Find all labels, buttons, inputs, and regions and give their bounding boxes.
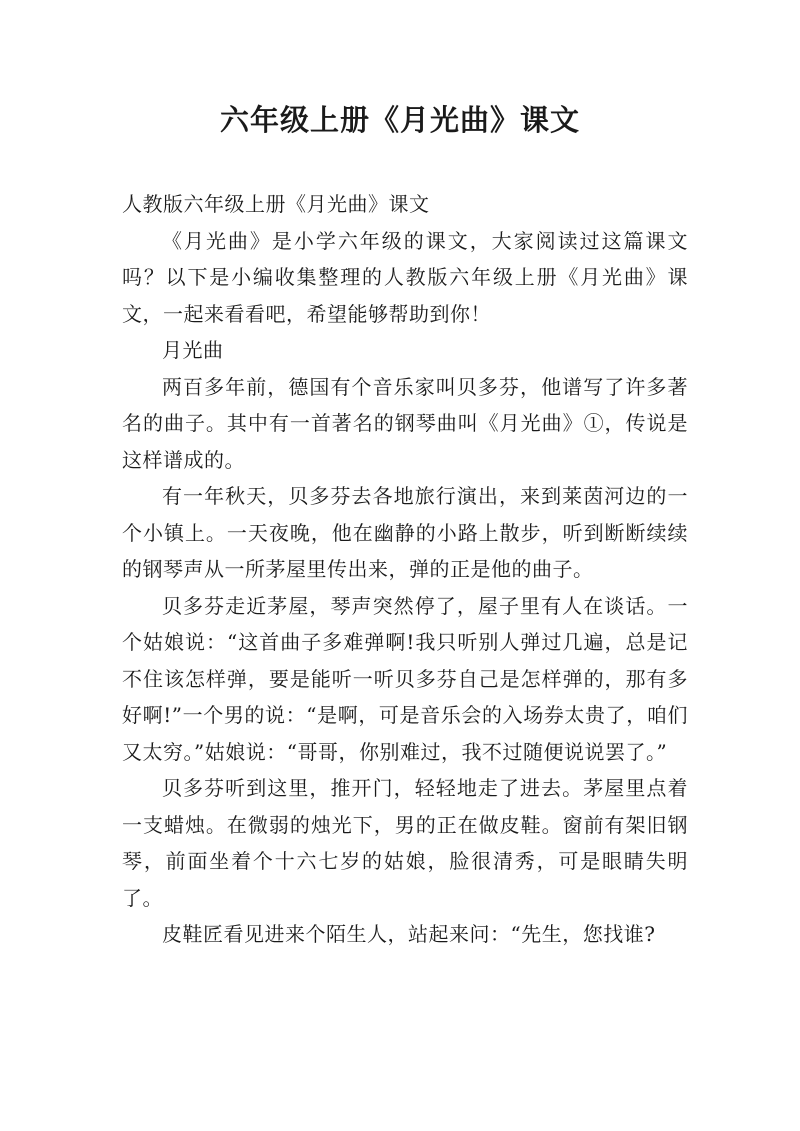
paragraph-subtitle: 人教版六年级上册《月光曲》课文 [122, 192, 430, 216]
paragraph: 有一年秋天，贝多芬去各地旅行演出，来到莱茵河边的一个小镇上。一天夜晚，他在幽静的小路上散步，听到断断续续的钢琴声从一所茅屋里传出来，弹的正是他的曲子。 [122, 484, 688, 581]
paragraph-intro: 《月光曲》是小学六年级的课文，大家阅读过这篇课文吗？以下是小编收集整理的人教版六年级上册《月光曲》课文，一起来看看吧，希望能够帮助到你！ [122, 228, 688, 326]
document-title: 六年级上册《月光曲》课文 [219, 103, 580, 137]
document-body [122, 186, 688, 953]
paragraph: 贝多芬走近茅屋，琴声突然停了，屋子里有人在谈话。一个姑娘说：“这首曲子多难弹啊!我只听别人弹过几遍，总是记不住该怎样弹，要是能听一听贝多芬自己是怎样弹的，那有多好啊!”一个男的说：“是啊，可是音乐会的入场券太贵了，咱们又太穷。”姑娘说：“哥哥，你别难过，我不过随便说说罢了。” [122, 593, 688, 764]
paragraph-heading: 月光曲 [162, 338, 224, 362]
paragraph: 两百多年前，德国有个音乐家叫贝多芬，他谱写了许多著名的曲子。其中有一首著名的钢琴曲叫《月光曲》①，传说是这样谱成的。 [122, 374, 688, 472]
paragraph: 皮鞋匠看见进来个陌生人，站起来问：“先生，您找谁? [162, 922, 656, 946]
paragraph: 贝多芬听到这里，推开门，轻轻地走了进去。茅屋里点着一支蜡烛。在微弱的烛光下，男的正在做皮鞋。窗前有架旧钢琴，前面坐着个十六七岁的姑娘，脸很清秀，可是眼睛失明了。 [122, 776, 688, 910]
